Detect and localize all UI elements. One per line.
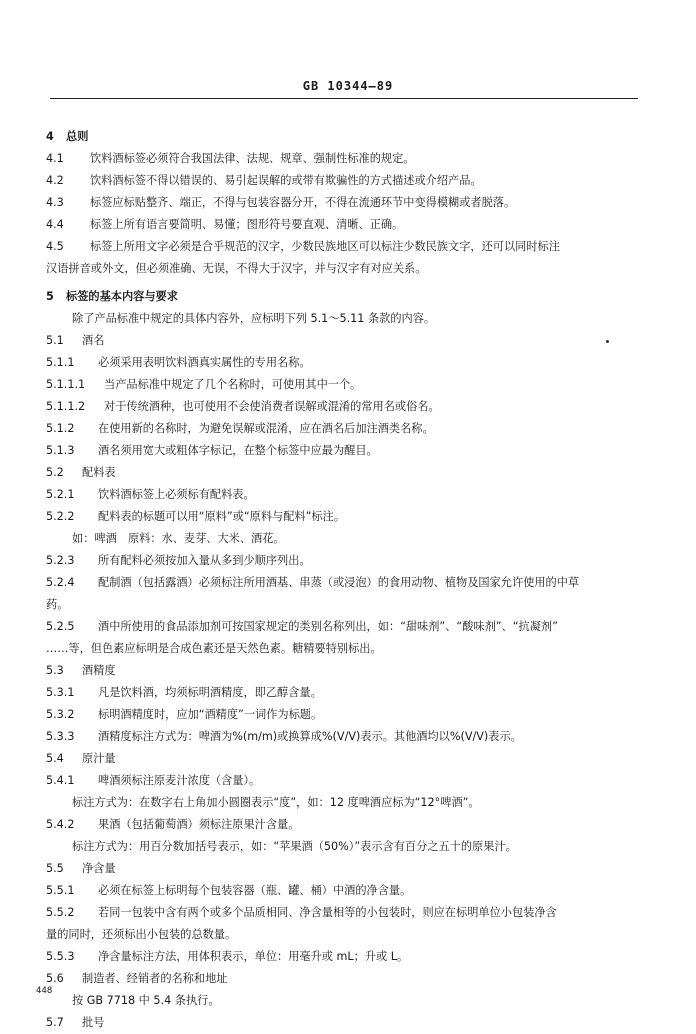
clause-line bbox=[46, 192, 638, 214]
clause-text: 净含量 bbox=[82, 862, 116, 875]
clause-text: 标注方式为：用百分数加括号表示，如：“苹果酒（50%）”表示含有百分之五十的原果汁。 bbox=[72, 840, 517, 853]
clause-line bbox=[46, 924, 638, 946]
clause-text: 标签上所有语言要简明、易懂；图形符号要直观、清晰、正确。 bbox=[90, 218, 404, 231]
clause-text: 原汁量 bbox=[82, 752, 116, 765]
clause-heading bbox=[46, 1012, 638, 1034]
clause-line bbox=[46, 170, 638, 192]
clause-number: 4.1 bbox=[46, 152, 64, 165]
clause-line bbox=[46, 880, 638, 902]
clause-line bbox=[46, 814, 638, 836]
clause-number: 5.6 bbox=[46, 972, 64, 985]
clause-text: 按 GB 7718 中 5.4 条执行。 bbox=[72, 994, 220, 1007]
clause-number: 5.5.3 bbox=[46, 950, 75, 963]
clause-line bbox=[46, 572, 638, 594]
clause-text: ……等，但色素应标明是合成色素还是天然色素。糖精要特别标出。 bbox=[46, 642, 382, 655]
clause-number: 5.3.2 bbox=[46, 708, 75, 721]
clause-line bbox=[46, 638, 638, 660]
clause-line bbox=[46, 550, 638, 572]
clause-text: 配料表的标题可以用“原料”或“原料与配料”标注。 bbox=[98, 510, 345, 523]
clause-text: 标注方式为：在数字右上角加小圆圈表示“度”，如：12 度啤酒应标为“12°啤酒”。 bbox=[72, 796, 480, 809]
clause-number: 5.3.3 bbox=[46, 730, 75, 743]
clause-line bbox=[46, 418, 638, 440]
clause-number: 5.4.2 bbox=[46, 818, 75, 831]
clause-heading bbox=[46, 748, 638, 770]
clause-number: 5.3.1 bbox=[46, 686, 75, 699]
clause-number: 5.3 bbox=[46, 664, 64, 677]
clause-text: 批号 bbox=[82, 1016, 105, 1029]
clause-line bbox=[46, 902, 638, 924]
clause-line bbox=[46, 990, 638, 1012]
clause-line bbox=[46, 236, 638, 258]
clause-text: 制造者、经销者的名称和地址 bbox=[82, 972, 228, 985]
clause-text: 如：啤酒 原料：水、麦芽、大米、酒花。 bbox=[72, 532, 285, 545]
clause-text: 量的同时，还须标出小包装的总数量。 bbox=[46, 928, 237, 941]
clause-number: 5.2.1 bbox=[46, 488, 75, 501]
clause-text: 若同一包装中含有两个或多个品质相同、净含量相等的小包装时，则应在标明单位小包装净含 bbox=[98, 906, 557, 919]
clause-heading bbox=[46, 660, 638, 682]
clause-number: 5.5.1 bbox=[46, 884, 75, 897]
clause-text: 标签上所用文字必须是合乎规范的汉字，少数民族地区可以标注少数民族文字，还可以同时标注 bbox=[90, 240, 560, 253]
clause-text: 酒精度标注方式为：啤酒为%(m/m)或换算成%(V/V)表示。其他酒均以%(V/V)表示。 bbox=[98, 730, 522, 743]
clause-text: 汉语拼音或外文，但必须准确、无误，不得大于汉字，并与汉字有对应关系。 bbox=[46, 262, 427, 275]
clause-text: 标明酒精度时，应加“酒精度”一词作为标题。 bbox=[98, 708, 323, 721]
clause-line bbox=[46, 396, 638, 418]
clause-number: 5.4 bbox=[46, 752, 64, 765]
clause-text: 果酒（包括葡萄酒）须标注原果汁含量。 bbox=[98, 818, 300, 831]
clause-line bbox=[46, 214, 638, 236]
clause-number: 5.5 bbox=[46, 862, 64, 875]
clause-line bbox=[46, 440, 638, 462]
clause-line bbox=[46, 352, 638, 374]
clause-line bbox=[46, 484, 638, 506]
clause-number: 5.2.5 bbox=[46, 620, 75, 633]
clause-text: 对于传统酒种，也可使用不会使消费者误解或混淆的常用名或俗名。 bbox=[104, 400, 440, 413]
clause-text: 酒名须用宽大或粗体字标记，在整个标签中应最为醒目。 bbox=[98, 444, 378, 457]
clause-text: 标签的基本内容与要求 bbox=[66, 290, 178, 303]
clause-text: 除了产品标准中规定的具体内容外，应标明下列 5.1～5.11 条款的内容。 bbox=[72, 312, 436, 325]
section-heading bbox=[46, 126, 638, 148]
clause-number: 4 bbox=[46, 130, 54, 143]
clause-line bbox=[46, 792, 638, 814]
clause-line bbox=[46, 506, 638, 528]
clause-heading bbox=[46, 858, 638, 880]
clause-text: 药。 bbox=[46, 598, 69, 611]
clause-line bbox=[46, 770, 638, 792]
clause-text: 酒中所使用的食品添加剂可按国家规定的类别名称列出，如：“甜味剂”、“酸味剂”、“抗凝剂” bbox=[98, 620, 558, 633]
clause-number: 5 bbox=[46, 290, 54, 303]
clause-number: 5.2.4 bbox=[46, 576, 75, 589]
page-header: GB 10344—89 bbox=[302, 79, 394, 93]
header-rule bbox=[50, 98, 638, 99]
document-body bbox=[46, 120, 638, 1034]
clause-text: 饮料酒标签上必须标有配料表。 bbox=[98, 488, 255, 501]
clause-text: 所有配料必须按加入量从多到少顺序列出。 bbox=[98, 554, 311, 567]
clause-number: 5.2 bbox=[46, 466, 64, 479]
clause-number: 4.5 bbox=[46, 240, 64, 253]
clause-text: 酒精度 bbox=[82, 664, 116, 677]
clause-text: 酒名 bbox=[82, 334, 105, 347]
clause-line bbox=[46, 528, 638, 550]
clause-text: 当产品标准中规定了几个名称时，可使用其中一个。 bbox=[104, 378, 362, 391]
clause-text: 凡是饮料酒，均须标明酒精度，即乙醇含量。 bbox=[98, 686, 322, 699]
scan-speck bbox=[606, 340, 609, 343]
clause-text: 必须采用表明饮料酒真实属性的专用名称。 bbox=[98, 356, 311, 369]
clause-heading bbox=[46, 968, 638, 990]
clause-line bbox=[46, 726, 638, 748]
clause-text: 总则 bbox=[66, 130, 89, 143]
clause-number: 5.2.3 bbox=[46, 554, 75, 567]
clause-number: 4.4 bbox=[46, 218, 64, 231]
clause-heading bbox=[46, 462, 638, 484]
clause-number: 5.1.2 bbox=[46, 422, 75, 435]
clause-text: 净含量标注方法，用体积表示，单位：用毫升或 mL；升或 L。 bbox=[98, 950, 409, 963]
clause-line bbox=[46, 594, 638, 616]
section-heading bbox=[46, 286, 638, 308]
clause-line bbox=[46, 616, 638, 638]
clause-text: 配料表 bbox=[82, 466, 116, 479]
clause-line bbox=[46, 374, 638, 396]
clause-text: 配制酒（包括露酒）必须标注所用酒基、串蒸（或浸泡）的食用动物、植物及国家允许使用的中草 bbox=[98, 576, 580, 589]
clause-number: 5.4.1 bbox=[46, 774, 75, 787]
clause-text: 啤酒须标注原麦汁浓度（含量）。 bbox=[98, 774, 261, 787]
page-number: 448 bbox=[36, 986, 53, 996]
clause-number: 5.1.1.2 bbox=[46, 400, 86, 413]
clause-line bbox=[46, 682, 638, 704]
clause-text: 在使用新的名称时，为避免误解或混淆，应在酒名后加注酒类名称。 bbox=[98, 422, 434, 435]
clause-line bbox=[46, 258, 638, 280]
clause-text: 必须在标签上标明每个包装容器（瓶、罐、桶）中酒的净含量。 bbox=[98, 884, 412, 897]
clause-number: 5.7 bbox=[46, 1016, 64, 1029]
clause-line bbox=[46, 704, 638, 726]
clause-number: 5.2.2 bbox=[46, 510, 75, 523]
clause-line bbox=[46, 148, 638, 170]
clause-number: 4.3 bbox=[46, 196, 64, 209]
clause-number: 5.1.1 bbox=[46, 356, 75, 369]
clause-number: 5.5.2 bbox=[46, 906, 75, 919]
clause-line bbox=[46, 836, 638, 858]
clause-line bbox=[46, 946, 638, 968]
clause-text: 饮料酒标签必须符合我国法律、法规、规章、强制性标准的规定。 bbox=[90, 152, 415, 165]
clause-heading bbox=[46, 330, 638, 352]
clause-text: 标签应标贴整齐、端正，不得与包装容器分开，不得在流通环节中变得模糊或者脱落。 bbox=[90, 196, 516, 209]
clause-number: 4.2 bbox=[46, 174, 64, 187]
clause-text: 饮料酒标签不得以错误的、易引起误解的或带有欺骗性的方式描述或介绍产品。 bbox=[90, 174, 482, 187]
clause-number: 5.1 bbox=[46, 334, 64, 347]
clause-number: 5.1.3 bbox=[46, 444, 75, 457]
clause-number: 5.1.1.1 bbox=[46, 378, 86, 391]
clause-line bbox=[46, 308, 638, 330]
